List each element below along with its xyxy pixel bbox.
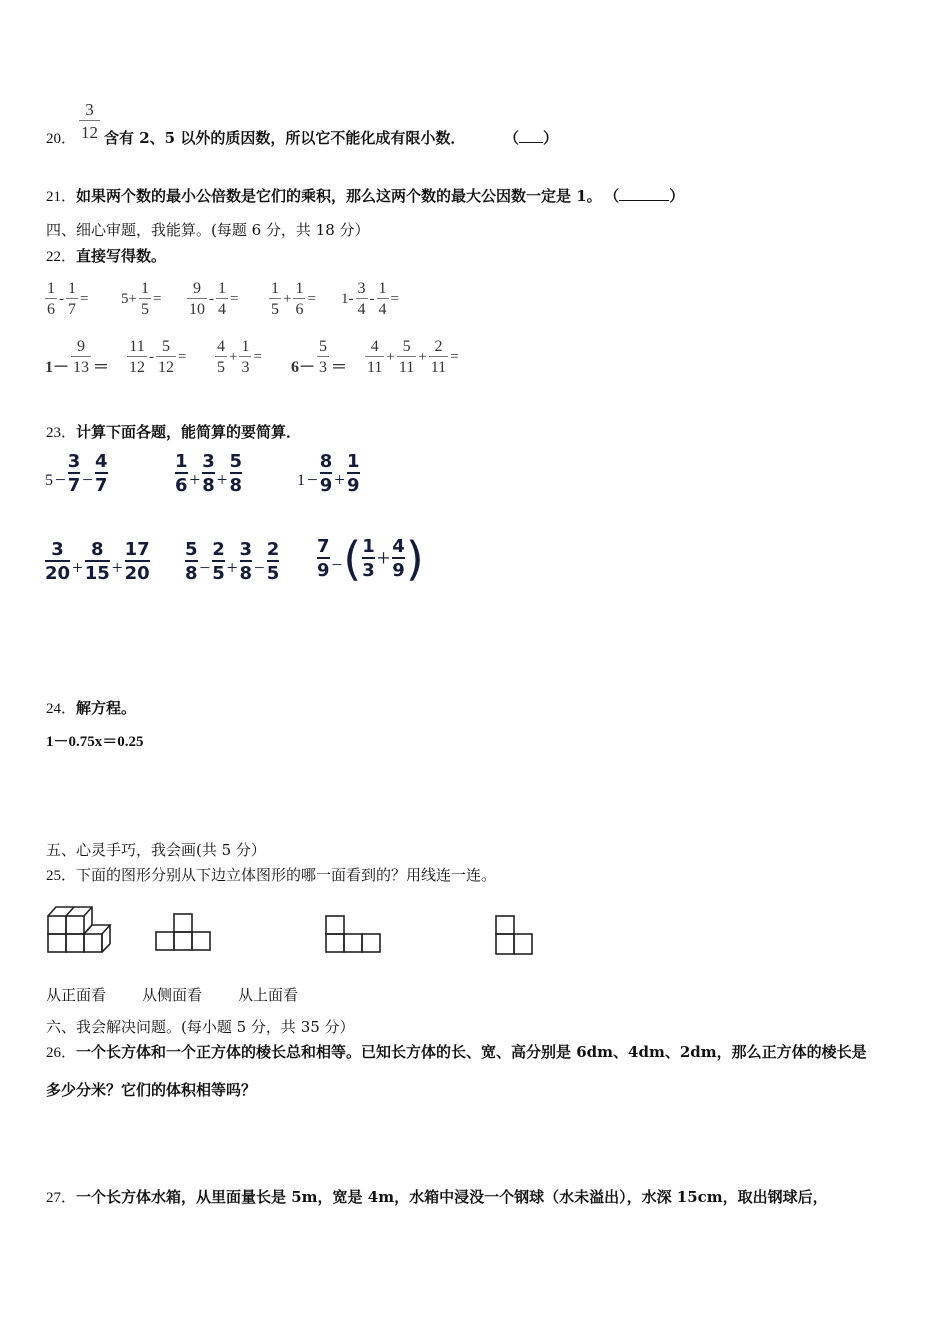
equals-sign: = (390, 291, 399, 307)
denominator: 7 (68, 472, 81, 496)
q24-number: 24． (46, 701, 77, 717)
denominator: 3 (239, 356, 251, 377)
q25-label-top: 从上面看 (238, 986, 299, 1004)
operator: + (229, 349, 238, 365)
operator: − (82, 470, 93, 491)
fraction (66, 280, 78, 319)
denominator: 3 (317, 356, 329, 377)
numerator: 17 (124, 539, 150, 560)
equals-sign: = (80, 291, 89, 307)
section5-title: 五、心灵手巧，我会画(共 5 分） (46, 841, 266, 859)
denominator: 11 (365, 356, 384, 377)
lead-term: 5 (45, 472, 53, 489)
numerator: 1 (271, 280, 279, 297)
view-shape-3 (494, 914, 536, 958)
numerator: 3 (67, 451, 81, 472)
q24-heading (46, 698, 136, 719)
fraction (362, 537, 375, 581)
denominator: 11 (429, 356, 448, 377)
fraction (320, 452, 333, 496)
numerator: 5 (229, 451, 243, 472)
fraction (230, 452, 243, 496)
fraction (365, 338, 384, 377)
equals-sign: ＝ (331, 359, 348, 376)
numerator: 1 (47, 280, 55, 297)
right-paren: ) (405, 532, 424, 586)
q22-r1-e1 (44, 280, 89, 319)
equals-sign: = (253, 349, 262, 365)
lead-term: 1 (297, 472, 305, 489)
q23-text: 计算下面各题，能简算的要简算． (76, 423, 302, 441)
numerator: 8 (91, 539, 104, 560)
q20-fraction (79, 100, 100, 143)
numerator: 5 (319, 338, 328, 355)
q20-answer-paren (504, 127, 558, 148)
equals-sign: = (152, 291, 162, 307)
fraction (95, 452, 108, 496)
numerator: 1 (68, 280, 76, 297)
section6-title: 六、我会解决问题。(每小题 5 分，共 35 分） (46, 1018, 355, 1036)
numerator: 4 (392, 536, 405, 557)
denominator: 4 (356, 298, 368, 319)
fraction (397, 338, 416, 377)
numerator: 1 (140, 280, 149, 297)
equals-sign: ＝ (93, 359, 110, 376)
q27 (46, 1187, 828, 1208)
denominator: 4 (377, 298, 389, 319)
q25-text: 下面的图形分别从下边立体图形的哪一面看到的？用线连一连。 (76, 866, 497, 884)
view-shape-1 (154, 912, 212, 954)
fraction (185, 540, 198, 584)
denominator: 5 (269, 298, 281, 319)
numerator: 3 (51, 539, 64, 560)
denominator: 8 (230, 472, 243, 496)
fraction (216, 280, 228, 319)
denominator: 5 (212, 560, 225, 584)
denominator: 9 (392, 557, 405, 581)
numerator: 4 (217, 338, 225, 355)
q20-frac-num: 3 (85, 100, 94, 119)
fraction (45, 540, 70, 584)
lead-term: 6－ (291, 359, 316, 376)
q26-text-1: 一个长方体和一个正方体的棱长总和相等。已知长方体的长、宽、高分别是 6dm、4dm、2dm，那么正方体的棱长是 (76, 1043, 867, 1061)
q22-number: 22． (46, 249, 77, 265)
numerator: 5 (185, 539, 198, 560)
numerator: 3 (357, 280, 366, 297)
denominator: 9 (347, 472, 360, 496)
denominator: 9 (317, 557, 330, 581)
numerator: 1 (378, 280, 387, 297)
numerator: 1 (218, 280, 226, 297)
q25-label-side: 从侧面看 (142, 986, 203, 1004)
q20-text: 含有 2、5 以外的质因数，所以它不能化成有限小数． (104, 129, 466, 147)
operator: − (55, 470, 66, 491)
denominator: 8 (240, 560, 253, 584)
numerator: 5 (162, 338, 170, 355)
numerator: 2 (434, 338, 443, 355)
denominator: 3 (362, 557, 375, 581)
fraction (127, 338, 147, 377)
denominator: 5 (139, 298, 151, 319)
denominator: 4 (216, 298, 228, 319)
q26-line2: 多少分米？它们的体积相等吗？ (46, 1081, 257, 1099)
denominator: 20 (45, 560, 70, 584)
fraction (215, 338, 227, 377)
q26-number: 26． (46, 1045, 77, 1061)
q20-paren-open: （ (504, 129, 520, 147)
q23-r2-e1 (44, 540, 151, 584)
numerator: 9 (193, 280, 201, 297)
numerator: 3 (202, 451, 215, 472)
operator: − (307, 470, 318, 491)
numerator: 8 (319, 451, 333, 472)
numerator: 4 (94, 451, 108, 472)
operator: − (254, 558, 265, 579)
operator: − (331, 555, 343, 576)
denominator: 7 (95, 472, 108, 496)
fraction (377, 280, 389, 319)
q23-r2-e3 (316, 532, 424, 586)
numerator: 1 (295, 280, 304, 297)
denominator: 9 (320, 472, 333, 496)
fraction (239, 338, 251, 377)
fraction (269, 280, 281, 319)
numerator: 9 (77, 338, 86, 355)
q23-r1-e2 (174, 452, 243, 496)
q20-frac-den: 12 (79, 120, 100, 143)
fraction (125, 540, 150, 584)
equals-sign: = (230, 291, 239, 307)
fraction (392, 537, 405, 581)
fraction (175, 452, 188, 496)
fraction (68, 452, 81, 496)
q22-r2-e5 (364, 338, 460, 377)
q22-r1-e3 (186, 280, 239, 319)
q22-r1-e5 (340, 280, 400, 319)
denominator: 6 (293, 298, 305, 319)
operator: + (226, 558, 238, 579)
fraction (202, 452, 215, 496)
operator: - (149, 349, 154, 365)
q22-r1-e2 (120, 280, 162, 319)
operator: − (199, 558, 211, 579)
q21-paren-open: （ (611, 187, 620, 205)
q21-paren-close: ） (669, 187, 685, 205)
numerator: 1 (346, 451, 360, 472)
q22-text: 直接写得数。 (76, 247, 167, 265)
q21-answer-blank[interactable] (619, 186, 669, 201)
q20-paren-close: ） (543, 129, 559, 147)
operator: + (189, 470, 201, 491)
operator: + (334, 470, 345, 491)
q21-number: 21． (46, 189, 77, 205)
operator: - (369, 291, 375, 307)
operator: + (216, 470, 228, 491)
q21-text: 如果两个数的最小公倍数是它们的乘积，那么这两个数的最大公因数一定是 1。 (76, 187, 602, 205)
denominator: 5 (267, 560, 280, 584)
numerator: 3 (239, 539, 253, 560)
left-paren: ( (343, 532, 362, 586)
fraction (212, 540, 225, 584)
fraction (45, 280, 57, 319)
q27-number: 27． (46, 1190, 77, 1206)
numerator: 7 (317, 536, 330, 557)
denominator: 10 (187, 298, 207, 319)
operator: + (111, 558, 123, 579)
q20-answer-blank[interactable] (519, 128, 543, 143)
equals-sign: = (178, 349, 187, 365)
equals-sign: = (450, 349, 459, 365)
q25-number: 25． (46, 868, 77, 884)
fraction (267, 540, 280, 584)
fraction (317, 537, 330, 581)
q26-line1 (46, 1042, 867, 1063)
q20-number: 20． (46, 131, 77, 147)
numerator: 1 (241, 338, 250, 355)
denominator: 6 (175, 472, 188, 496)
q25-label-front: 从正面看 (46, 986, 107, 1004)
denominator: 7 (66, 298, 78, 319)
denominator: 8 (202, 472, 215, 496)
numerator: 1 (362, 536, 375, 557)
fraction (240, 540, 253, 584)
fraction (317, 338, 329, 377)
q23-number: 23． (46, 425, 77, 441)
denominator: 12 (127, 356, 147, 377)
denominator: 8 (185, 560, 198, 584)
fraction (156, 338, 176, 377)
operator: + (386, 349, 395, 365)
q22-r1-e4 (268, 280, 317, 319)
numerator: 1 (175, 451, 188, 472)
fraction (347, 452, 360, 496)
denominator: 15 (85, 560, 110, 584)
denominator: 11 (397, 356, 416, 377)
q21 (46, 186, 684, 207)
q24-equation: 1－0.75x＝0.25 (46, 734, 144, 750)
denominator: 6 (45, 298, 57, 319)
q23-r1-e1 (44, 452, 109, 496)
lead-term: 1- (341, 291, 354, 307)
denominator: 12 (156, 356, 176, 377)
fraction (85, 540, 110, 584)
operator: - (209, 291, 214, 307)
q24-text: 解方程。 (76, 699, 137, 717)
numerator: 11 (129, 338, 145, 355)
q22-r2-e3 (214, 338, 263, 377)
q25-heading (46, 865, 496, 886)
q23-r2-e2 (184, 540, 280, 584)
q27-text: 一个长方体水箱，从里面量长是 5m，宽是 4m，水箱中浸没一个钢球（水未溢出），水深 15cm，取出钢球后， (76, 1188, 828, 1206)
fraction (139, 280, 151, 319)
operator: - (59, 291, 64, 307)
fraction (356, 280, 368, 319)
fraction (187, 280, 207, 319)
fraction (429, 338, 448, 377)
q22-r2-e2 (126, 338, 187, 377)
lead-term: 5+ (121, 291, 137, 307)
section4-title: 四、细心审题，我能算。(每题 6 分，共 18 分） (46, 221, 370, 239)
numerator: 2 (212, 539, 225, 560)
numerator: 5 (402, 338, 411, 355)
view-shape-2 (324, 914, 382, 956)
operator: + (418, 349, 427, 365)
numerator: 2 (266, 539, 280, 560)
numerator: 4 (370, 338, 379, 355)
fraction (293, 280, 305, 319)
solid-figure (46, 904, 120, 956)
fraction (71, 338, 91, 377)
operator: + (72, 558, 83, 579)
operator: + (376, 545, 391, 572)
operator: + (283, 291, 292, 307)
denominator: 20 (125, 560, 150, 584)
equals-sign: = (307, 291, 316, 307)
q23-heading (46, 422, 301, 443)
lead-term: 1－ (45, 359, 70, 376)
denominator: 13 (71, 356, 91, 377)
q22-r2-e4 (290, 338, 348, 377)
q23-r1-e3 (296, 452, 361, 496)
q22-r2-e1 (44, 338, 110, 377)
q22-heading (46, 246, 166, 267)
denominator: 5 (215, 356, 227, 377)
